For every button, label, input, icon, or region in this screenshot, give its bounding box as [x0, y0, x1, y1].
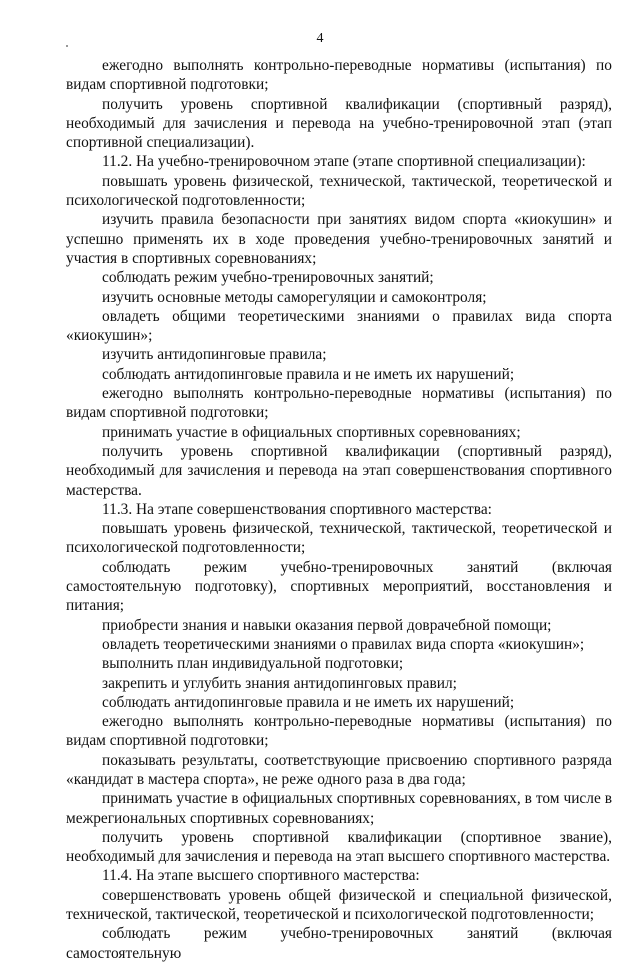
paragraph: повышать уровень физической, технической, тактической, теоретической и психологической подготовленности; — [66, 520, 612, 557]
paragraph: ежегодно выполнять контрольно-переводные нормативы (испытания) по видам спортивной подготовки; — [66, 385, 612, 422]
paragraph: соблюдать режим учебно-тренировочных занятий (включая самостоятельную — [66, 925, 612, 962]
paragraph: принимать участие в официальных спортивных соревнованиях; — [102, 423, 521, 441]
paragraph: совершенствовать уровень общей физической и специальной физической, технической, тактической, теоретической и психологической подготовленности; — [66, 886, 612, 924]
paragraph: ежегодно выполнять контрольно-переводные нормативы (испытания) по видам спортивной подготовки; — [66, 57, 612, 94]
paragraph: получить уровень спортивной квалификации (спортивное звание), необходимый для зачисления и перевода на этап высшего спортивного мастерства. — [66, 828, 612, 866]
paragraph: получить уровень спортивной квалификации (спортивный разряд), необходимый для зачисления и перевода на учебно-тренировочной этап (этап спортивной специализации). — [66, 95, 612, 152]
section-heading: 11.3. На этапе совершенствования спортивного мастерства: — [102, 500, 492, 518]
paragraph: изучить основные методы саморегуляции и самоконтроля; — [102, 288, 487, 306]
section-heading: 11.2. На учебно-тренировочном этапе (этапе спортивной специализации): — [102, 153, 586, 171]
paragraph: показывать результаты, соответствующие присвоению спортивного разряда «кандидат в мастера спорта», не реже одного раза в два года; — [66, 751, 612, 788]
paragraph: изучить антидопинговые правила; — [102, 346, 327, 364]
section-heading: 11.4. На этапе высшего спортивного мастерства: — [102, 867, 420, 885]
paragraph: соблюдать режим учебно-тренировочных занятий (включая самостоятельную подготовку), спортивных мероприятий, восстановления и питания; — [66, 558, 612, 615]
paragraph: ежегодно выполнять контрольно-переводные нормативы (испытания) по видам спортивной подготовки; — [66, 713, 612, 750]
paragraph: соблюдать антидопинговые правила и не иметь их нарушений; — [102, 365, 515, 383]
paragraph: приобрести знания и навыки оказания первой доврачебной помощи; — [102, 616, 552, 634]
paragraph: овладеть теоретическими знаниями о правилах вида спорта «киокушин»; — [102, 635, 585, 653]
paragraph: получить уровень спортивной квалификации (спортивный разряд), необходимый для зачисления и перевода на этап совершенствования спортивного мастерства. — [66, 442, 612, 499]
paragraph: закрепить и углубить знания антидопинговых правил; — [102, 674, 457, 692]
paragraph: соблюдать режим учебно-тренировочных занятий; — [102, 269, 434, 287]
page-number: 4 — [316, 31, 324, 46]
paragraph: повышать уровень физической, технической, тактической, теоретической и психологической подготовленности; — [66, 172, 612, 210]
paragraph: соблюдать антидопинговые правила и не иметь их нарушений; — [102, 693, 515, 711]
paragraph: изучить правила безопасности при занятиях видом спорта «киокушин» и успешно применять их в ходе проведения учебно-тренировочных занятий и участия в спортивных соревнованиях; — [66, 211, 612, 267]
paragraph: принимать участие в официальных спортивных соревнованиях, в том числе в межрегиональных спортивных соревнованиях; — [66, 790, 612, 827]
paragraph: выполнить план индивидуальной подготовки; — [102, 655, 404, 673]
scan-speck — [66, 45, 68, 47]
document-body — [66, 56, 612, 963]
paragraph: овладеть общими теоретическими знаниями о правилах вида спорта «киокушин»; — [66, 307, 612, 345]
